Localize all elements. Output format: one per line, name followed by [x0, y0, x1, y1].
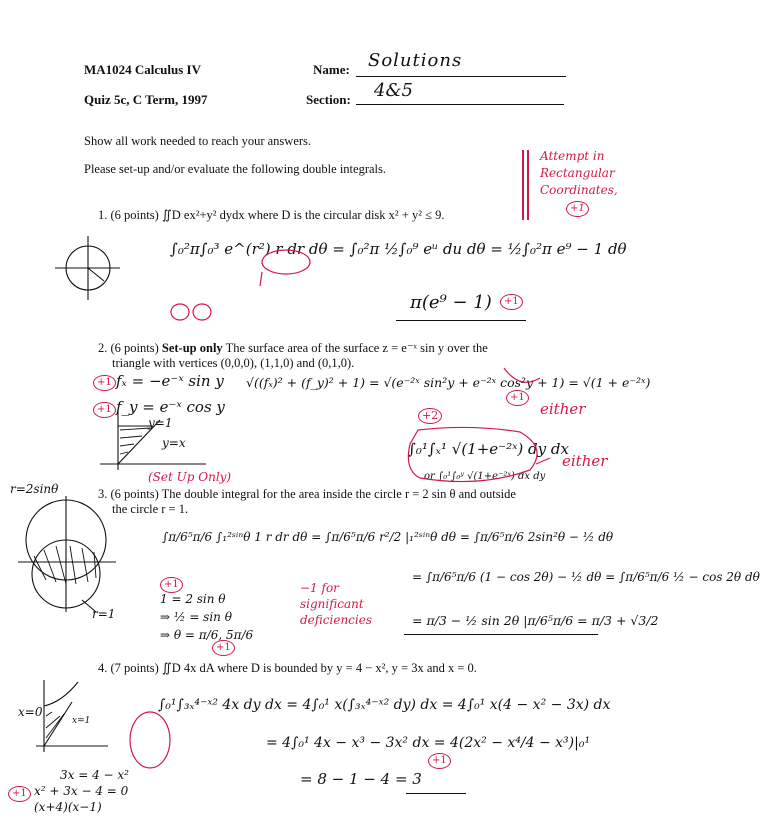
problem-3-step-3: ⇒ θ = π/6, 5π/6	[160, 628, 254, 642]
section-value: 4&5	[374, 80, 413, 101]
problem-3-deduction: −1 for significant deficiencies	[300, 581, 372, 627]
name-label: Name:	[313, 62, 350, 77]
side-note-line1: Attempt in	[540, 149, 605, 163]
problem-2-text-b: triangle with vertices (0,0,0), (1,1,0) and (0,1,0).	[112, 356, 355, 370]
side-note-line2: Rectangular	[540, 166, 615, 180]
side-note-points: +1	[566, 201, 589, 217]
instruction-1: Show all work needed to reach your answers.	[84, 134, 312, 148]
problem-3-work-2: = ∫π/6⁵π/6 (1 − cos 2θ) − ½ dθ = ∫π/6⁵π/6 ½ − cos 2θ dθ	[412, 570, 760, 584]
problem-2-sqrt-points: +1	[506, 390, 529, 406]
side-note-line3: Coordinates,	[540, 183, 618, 197]
r-1-label: r=1	[92, 607, 116, 621]
circles-sketch	[18, 496, 116, 612]
graph-eq-1: 3x = 4 − x²	[60, 768, 129, 782]
graph-x0: x=0	[18, 705, 43, 719]
problem-4-work-1: ∫₀¹∫₃ₓ⁴⁻ˣ² 4x dy dx = 4∫₀¹ x(∫₃ₓ⁴⁻ˣ² dy) dx = 4∫₀¹ x(4 − x² − 3x) dx	[158, 697, 611, 713]
problem-3-points-a: +1	[160, 577, 183, 593]
problem-2-setup-only: Set-up only	[161, 341, 223, 355]
problem-4-text: 4. (7 points) ∬D 4x dA where D is bounded by y = 4 − x², y = 3x and x = 0.	[98, 661, 477, 675]
problem-1-points: +1	[500, 294, 523, 310]
problem-2-fy: f_y = e⁻ˣ cos y	[116, 398, 225, 416]
r-2sin-label: r=2sinθ	[10, 482, 59, 496]
problem-2-integral: ∫₀¹∫ₓ¹ √(1+e⁻²ˣ) dy dx	[408, 440, 569, 458]
section-label: Section:	[306, 92, 351, 107]
problem-1-answer: π(e⁹ − 1)	[410, 292, 492, 313]
problem-1-work: ∫₀²π∫₀³ e^(r²) r dr dθ = ∫₀²π ½∫₀⁹ eᵘ du dθ = ½∫₀²π e⁹ − 1 dθ	[170, 240, 627, 258]
disk-sketch	[55, 236, 120, 300]
problem-3-step-2: ⇒ ½ = sin θ	[160, 610, 232, 624]
region-sketch	[36, 680, 108, 752]
problem-4-work-2: = 4∫₀¹ 4x − x³ − 3x² dx = 4(2x² − x⁴/4 − x³)|₀¹	[266, 735, 591, 751]
problem-4-points: +1	[428, 753, 451, 769]
problem-2-sqrt: √((fₓ)² + (f_y)² + 1) = √(e⁻²ˣ sin²y + e⁻²ˣ cos²y + 1) = √(1 + e⁻²ˣ)	[246, 375, 651, 390]
setup-only-note: (Set Up Only)	[148, 470, 232, 484]
graph-eq-3: (x+4)(x−1)	[34, 800, 102, 814]
quiz-title: Quiz 5c, C Term, 1997	[84, 92, 208, 107]
problem-2-either: either	[540, 400, 586, 418]
name-value: Solutions	[368, 50, 463, 71]
red-annotations	[130, 250, 550, 768]
problem-2-fx-points: +1	[93, 375, 116, 391]
instruction-2: Please set-up and/or evaluate the following double integrals.	[84, 162, 386, 176]
graph-yx: y=x	[162, 436, 186, 450]
problem-2-either-2: either	[562, 452, 608, 470]
graph-y1: y=1	[148, 416, 173, 430]
problem-2-integral-points: +2	[418, 408, 442, 424]
problem-4-work-3: = 8 − 1 − 4 = 3	[300, 770, 422, 788]
problem-2-or: or ∫₀¹∫₀ʸ √(1+e⁻²ˣ) dx dy	[424, 471, 546, 482]
problem-3-work-1: ∫π/6⁵π/6 ∫₁²ˢⁱⁿθ 1 r dr dθ = ∫π/6⁵π/6 r²/2 |₁²ˢⁱⁿθ dθ = ∫π/6⁵π/6 2sin²θ − ½ dθ	[162, 530, 614, 544]
problem-2-text-a: The surface area of the surface z = e⁻ˣ sin y over the	[225, 341, 488, 355]
course-title: MA1024 Calculus IV	[84, 62, 202, 77]
problem-3-step-1: 1 = 2 sin θ	[160, 592, 226, 606]
problem-3-text-1: 3. (6 points) The double integral for the area inside the circle r = 2 sin θ and outside	[98, 487, 516, 501]
graph-eq-2: x² + 3x − 4 = 0	[34, 784, 129, 798]
problem-2-fy-points: +1	[93, 402, 116, 418]
problem-3-points-b: +1	[212, 640, 235, 656]
graph-x1: x=1	[72, 716, 91, 726]
problem-1-text: 1. (6 points) ∬D ex²+y² dydx where D is the circular disk x² + y² ≤ 9.	[98, 208, 445, 222]
problem-3-text-2: the circle r = 1.	[112, 502, 189, 516]
graph-eq-points: +1	[8, 786, 31, 802]
triangle-sketch	[100, 410, 206, 470]
problem-3-work-3: = π/3 − ½ sin 2θ |π/6⁵π/6 = π/3 + √3/2	[412, 613, 659, 628]
problem-2-fx: fₓ = −e⁻ˣ sin y	[116, 372, 224, 390]
problem-2-prefix: 2. (6 points)	[98, 341, 159, 355]
